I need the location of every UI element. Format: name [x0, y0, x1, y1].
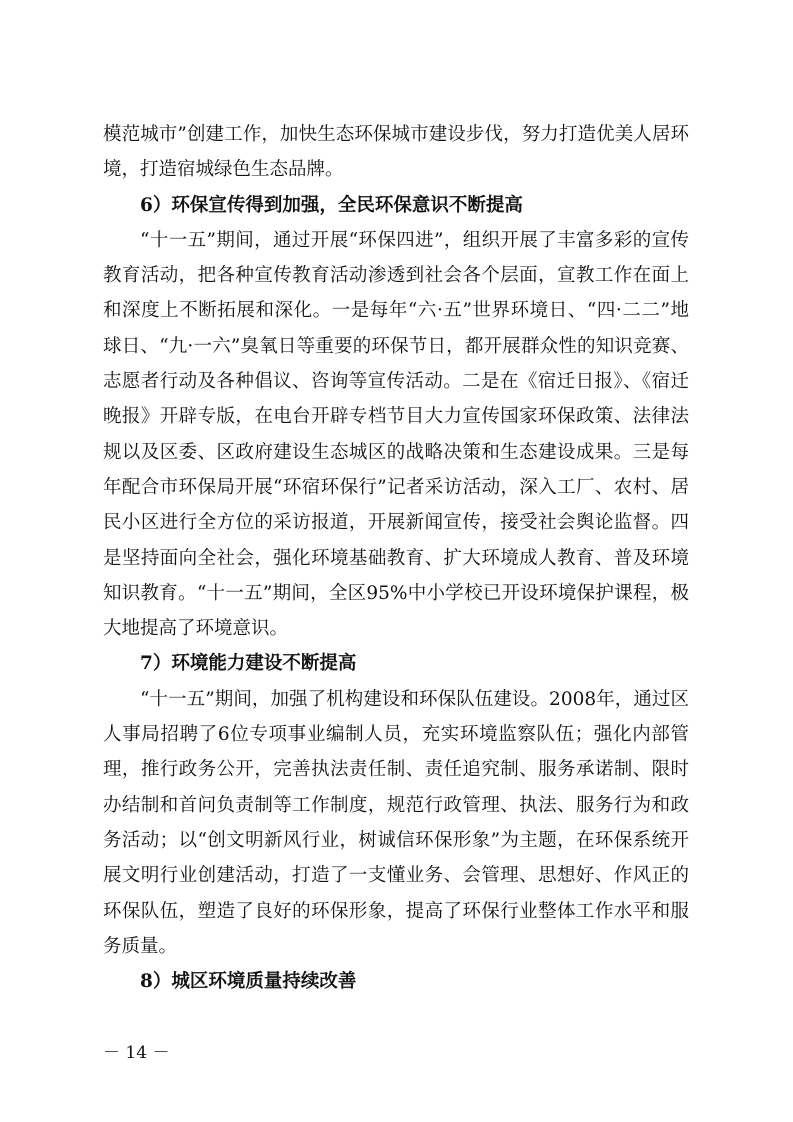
paragraph-capacity: “十一五”期间，加强了机构建设和环保队伍建设。2008年，通过区人事局招聘了6位专项事业编制人员，充实环境监察队伍；强化内部管理，推行政务公开，完善执法责任制、责任追究制、服务承诺制、限时办结制和首问负责制等工作制度，规范行政管理、执法、服务行为和政务活动；以“创文明新风行业，树诚信环保形象”为主题，在环保系统开展文明行业创建活动，打造了一支懂业务、会管理、思想好、作风正的环保队伍，塑造了良好的环保形象，提高了环保行业整体工作水平和服务质量。	[103, 688, 689, 957]
body-text	[103, 117, 689, 999]
section-heading-7: 7）环境能力建设不断提高	[140, 653, 357, 675]
section-heading-6: 6）环保宣传得到加强，全民环保意识不断提高	[140, 194, 523, 216]
page-number: － 14 －	[103, 1043, 170, 1063]
section-heading-8: 8）城区环境质量持续改善	[140, 971, 357, 993]
paragraph-publicity: “十一五”期间，通过开展“环保四进”，组织开展了丰富多彩的宣传教育活动，把各种宣传教育活动渗透到社会各个层面，宣教工作在面上和深度上不断拓展和深化。一是每年“六·五”世界环境日、“四·二二”地球日、“九·一六”臭氧日等重要的环保节日，都开展群众性的知识竞赛、志愿者行动及各种倡议、咨询等宣传活动。二是在《宿迁日报》、《宿迁晚报》开辟专版，在电台开辟专档节目大力宣传国家环保政策、法律法规以及区委、区政府建设生态城区的战略决策和生态建设成果。三是每年配合市环保局开展“环宿环保行”记者采访活动，深入工厂、农村、居民小区进行全方位的采访报道，开展新闻宣传，接受社会舆论监督。四是坚持面向全社会，强化环境基础教育、扩大环境成人教育、普及环境知识教育。“十一五”期间，全区95%中小学校已开设环境保护课程，极大地提高了环境意识。	[103, 229, 689, 640]
continued-paragraph: 模范城市”创建工作，加快生态环保城市建设步伐，努力打造优美人居环境，打造宿城绿色生态品牌。	[103, 124, 689, 181]
